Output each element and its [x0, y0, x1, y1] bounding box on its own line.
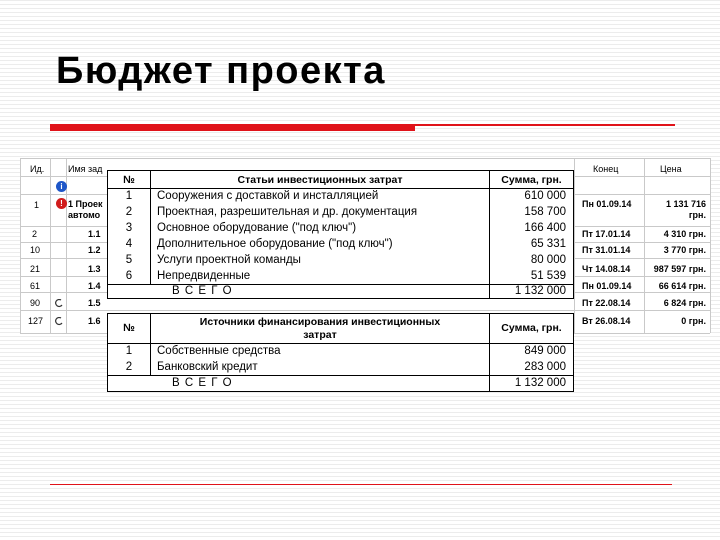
col-header-number: №	[123, 322, 135, 334]
row-wbs: 1.2	[88, 245, 101, 255]
row-price: 0 грн.	[681, 316, 706, 326]
row-number: 3	[125, 222, 133, 234]
row-wbs-cont: автомо	[68, 210, 101, 220]
row-wbs: 1 Проек	[68, 199, 103, 209]
row-number: 5	[125, 254, 133, 266]
row-item: Сооружения с доставкой и инсталляцией	[157, 190, 379, 202]
row-id: 61	[30, 281, 41, 291]
row-item: Услуги проектной команды	[157, 254, 301, 266]
row-id: 90	[30, 298, 41, 308]
row-end: Пт 22.08.14	[582, 298, 631, 308]
row-sum: 283 000	[524, 361, 566, 373]
row-wbs: 1.4	[88, 281, 101, 291]
row-price: 3 770 грн.	[663, 245, 706, 255]
row-source: Собственные средства	[157, 345, 281, 357]
total-label: В С Е Г О	[172, 285, 233, 297]
row-source: Банковский кредит	[157, 361, 258, 373]
row-price: 6 824 грн.	[663, 298, 706, 308]
info-icon: i	[56, 181, 67, 192]
row-price: 4 310 грн.	[663, 229, 706, 239]
grid-line	[710, 158, 711, 333]
row-price: 987 597 грн.	[653, 264, 706, 274]
total-sum: 1 132 000	[514, 377, 566, 389]
funding-sources-table	[107, 313, 574, 392]
grid-line	[20, 310, 710, 311]
total-sum: 1 132 000	[514, 285, 566, 297]
row-number: 1	[125, 190, 133, 202]
row-price-cont: грн.	[688, 210, 706, 220]
recurring-task-icon	[55, 317, 63, 326]
col-header-item: Статьи инвестиционных затрат	[237, 174, 403, 186]
row-item: Основное оборудование ("под ключ")	[157, 222, 357, 234]
row-end: Пн 01.09.14	[582, 199, 632, 209]
row-end: Пт 31.01.14	[582, 245, 631, 255]
row-number: 2	[125, 361, 133, 373]
total-label: В С Е Г О	[172, 377, 233, 389]
row-sum: 166 400	[524, 222, 566, 234]
row-end: Пн 01.09.14	[582, 281, 632, 291]
col-header-price: Цена	[660, 164, 682, 174]
row-wbs: 1.3	[88, 264, 101, 274]
grid-line	[20, 158, 21, 333]
row-id: 127	[28, 316, 44, 326]
col-header-sum: Сумма, грн.	[501, 322, 562, 334]
title-underline-thin	[415, 124, 675, 126]
row-end: Пт 17.01.14	[582, 229, 631, 239]
row-number: 4	[125, 238, 133, 250]
col-header-sum: Сумма, грн.	[501, 174, 562, 186]
row-sum: 80 000	[530, 254, 566, 266]
row-item: Дополнительное оборудование ("под ключ")	[157, 238, 393, 250]
title-underline-thick	[50, 124, 415, 131]
col-header-source-cont: затрат	[303, 329, 337, 341]
slide-title: Бюджет проекта	[56, 50, 386, 92]
row-price: 1 131 716	[665, 199, 706, 209]
row-item: Непредвиденные	[157, 270, 251, 282]
row-end: Чт 14.08.14	[582, 264, 631, 274]
row-wbs: 1.5	[88, 298, 101, 308]
footer-divider	[50, 484, 672, 485]
row-id: 21	[30, 264, 41, 274]
grid-line	[574, 158, 575, 333]
row-wbs: 1.6	[88, 316, 101, 326]
row-sum: 610 000	[524, 190, 566, 202]
row-number: 2	[125, 206, 133, 218]
row-price: 66 614 грн.	[658, 281, 706, 291]
row-item: Проектная, разрешительная и др. документация	[157, 206, 418, 218]
alert-icon: !	[56, 198, 67, 209]
grid-line	[20, 158, 710, 159]
recurring-task-icon	[55, 299, 63, 308]
row-end: Вт 26.08.14	[582, 316, 631, 326]
row-id: 1	[34, 200, 40, 210]
col-header-name: Имя зад	[68, 164, 103, 174]
col-header-end: Конец	[593, 164, 619, 174]
row-sum: 51 539	[530, 270, 566, 282]
row-id: 2	[32, 229, 38, 239]
investment-costs-table	[107, 170, 574, 299]
col-header-number: №	[123, 174, 135, 186]
col-header-id: Ид.	[30, 164, 45, 174]
row-id: 10	[30, 245, 41, 255]
row-number: 1	[125, 345, 133, 357]
row-wbs: 1.1	[88, 229, 101, 239]
col-header-source: Источники финансирования инвестиционных	[199, 316, 441, 328]
grid-line	[50, 158, 51, 333]
row-sum: 158 700	[524, 206, 566, 218]
row-sum: 65 331	[530, 238, 566, 250]
row-number: 6	[125, 270, 133, 282]
row-sum: 849 000	[524, 345, 566, 357]
